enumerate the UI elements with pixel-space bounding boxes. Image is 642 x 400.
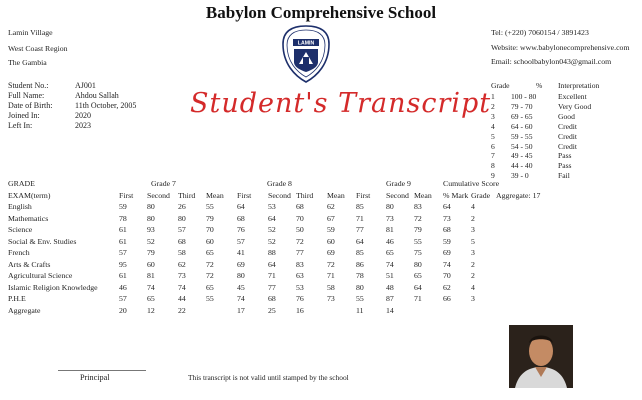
- school-name: Babylon Comprehensive School: [205, 3, 437, 22]
- score-cell: 65: [147, 294, 155, 304]
- score-cell: 79: [206, 213, 214, 223]
- score-cell: 14: [386, 305, 394, 315]
- term-header: Second: [268, 190, 291, 200]
- grading-cell: 49 - 45: [511, 151, 533, 161]
- score-cell: 64: [268, 259, 276, 269]
- grade7-header: Grade 7: [151, 179, 176, 189]
- score-cell: 55: [206, 202, 214, 212]
- score-cell: 68: [296, 202, 304, 212]
- grading-cell: Credit: [558, 131, 577, 141]
- score-cell: 74: [443, 259, 451, 269]
- subject-name: French: [8, 248, 30, 258]
- score-cell: 85: [356, 202, 364, 212]
- score-cell: 5: [471, 236, 475, 246]
- score-cell: 52: [147, 236, 155, 246]
- grading-cell: 59 - 55: [511, 131, 533, 141]
- address-line: The Gambia: [8, 58, 47, 67]
- empty-cell: [471, 305, 496, 317]
- score-cell: 68: [178, 236, 186, 246]
- score-cell: 48: [386, 282, 394, 292]
- grading-cell: 3: [491, 111, 495, 121]
- score-cell: 76: [296, 294, 304, 304]
- score-cell: 57: [119, 248, 127, 258]
- logo-text: LAMIN: [297, 40, 315, 47]
- score-cell: 55: [356, 294, 364, 304]
- dob-label: Date of Birth:: [8, 101, 53, 110]
- subject-name: P.H.E: [8, 294, 26, 304]
- score-cell: 72: [327, 259, 335, 269]
- score-cell: 16: [296, 305, 304, 315]
- grading-header: Interpretation: [558, 81, 600, 90]
- score-cell: 80: [237, 271, 245, 281]
- score-cell: 64: [356, 236, 364, 246]
- score-cell: 52: [268, 225, 276, 235]
- score-cell: 68: [237, 213, 245, 223]
- subject-row: [8, 236, 556, 248]
- score-cell: 64: [414, 282, 422, 292]
- score-cell: 25: [268, 305, 276, 315]
- cumulative-header: Cumulative Score: [443, 179, 500, 189]
- score-cell: 53: [296, 282, 304, 292]
- score-cell: 73: [327, 294, 335, 304]
- grading-cell: 8: [491, 161, 495, 171]
- score-cell: 93: [147, 225, 155, 235]
- score-cell: 74: [178, 282, 186, 292]
- score-cell: 50: [296, 225, 304, 235]
- grading-header: Grade: [491, 81, 510, 90]
- subject-name: Science: [8, 225, 33, 235]
- score-cell: 69: [237, 259, 245, 269]
- score-cell: 57: [237, 236, 245, 246]
- subject-row: [8, 224, 556, 236]
- grading-cell: 44 - 40: [511, 161, 533, 171]
- score-cell: 60: [327, 236, 335, 246]
- validity-note: This transcript is not valid until stamped by the school: [188, 373, 349, 382]
- contact-phone: Tel: (+220) 7060154 / 3891423: [491, 28, 589, 37]
- grading-cell: Fail: [558, 171, 570, 181]
- empty-cell: [496, 293, 556, 305]
- grade-label: GRADE: [8, 179, 35, 189]
- document-title: Student's Transcript: [190, 88, 492, 119]
- score-cell: 46: [119, 282, 127, 292]
- empty-cell: [496, 224, 556, 236]
- empty-cell: [496, 201, 556, 213]
- subject-name: Aggregate: [8, 305, 41, 315]
- grade9-header: Grade 9: [386, 179, 411, 189]
- subject-name: Arts & Crafts: [8, 259, 51, 269]
- score-cell: 65: [414, 271, 422, 281]
- full-name-value: Ahdou Sallah: [75, 91, 119, 100]
- score-cell: 77: [356, 225, 364, 235]
- score-cell: 3: [471, 294, 475, 304]
- grading-cell: 100 - 80: [511, 92, 537, 101]
- term-header: Mean: [414, 190, 432, 200]
- address-line: West Coast Region: [8, 44, 68, 53]
- score-cell: 55: [206, 294, 214, 304]
- score-cell: 74: [237, 294, 245, 304]
- score-cell: 74: [147, 282, 155, 292]
- results-table: [8, 178, 556, 316]
- term-header: Mean: [327, 190, 345, 200]
- subject-row: [8, 293, 556, 305]
- score-cell: 64: [237, 202, 245, 212]
- score-cell: 70: [206, 225, 214, 235]
- term-header: % Mark: [443, 190, 469, 200]
- score-cell: 22: [178, 305, 186, 315]
- address-line: Lamin Village: [8, 28, 53, 37]
- grading-header: %: [536, 81, 543, 90]
- score-cell: 80: [356, 282, 364, 292]
- score-cell: 66: [443, 294, 451, 304]
- score-cell: 69: [327, 248, 335, 258]
- signature-line: [58, 370, 146, 371]
- score-cell: 79: [147, 248, 155, 258]
- principal-label: Principal: [80, 373, 110, 382]
- grading-cell: 69 - 65: [511, 111, 533, 121]
- contact-website: Website: www.babylonecomprehensive.com: [491, 43, 630, 52]
- subject-name: Agricultural Science: [8, 271, 73, 281]
- contact-email: Email: schoolbabylon043@gmail.com: [491, 57, 612, 66]
- score-cell: 71: [268, 271, 276, 281]
- score-cell: 80: [414, 259, 422, 269]
- subject-row: [8, 259, 556, 271]
- empty-cell: [496, 259, 556, 271]
- grading-cell: Pass: [558, 151, 572, 161]
- joined-label: Joined In:: [8, 111, 40, 120]
- score-cell: 46: [386, 236, 394, 246]
- subject-row: [8, 201, 556, 213]
- empty-cell: [496, 213, 556, 225]
- score-cell: 65: [206, 248, 214, 258]
- score-cell: 80: [386, 202, 394, 212]
- subject-row: [8, 247, 556, 259]
- score-cell: 2: [471, 271, 475, 281]
- score-cell: 86: [356, 259, 364, 269]
- score-cell: 68: [268, 294, 276, 304]
- score-cell: 3: [471, 248, 475, 258]
- score-cell: 4: [471, 202, 475, 212]
- grading-cell: Very Good: [558, 101, 592, 111]
- score-cell: 52: [268, 236, 276, 246]
- score-cell: 67: [327, 213, 335, 223]
- score-cell: 78: [356, 271, 364, 281]
- score-cell: 17: [237, 305, 245, 315]
- score-cell: 58: [327, 282, 335, 292]
- empty-cell: [443, 305, 471, 317]
- full-name-label: Full Name:: [8, 91, 45, 100]
- score-cell: 88: [268, 248, 276, 258]
- score-cell: 64: [268, 213, 276, 223]
- subject-name: Social & Env. Studies: [8, 236, 77, 246]
- empty-cell: [496, 247, 556, 259]
- score-cell: 78: [119, 213, 127, 223]
- score-cell: 85: [356, 248, 364, 258]
- score-cell: 3: [471, 225, 475, 235]
- grading-cell: 1: [491, 92, 495, 101]
- score-cell: 41: [237, 248, 245, 258]
- score-cell: 69: [443, 248, 451, 258]
- empty-cell: [327, 305, 356, 317]
- score-cell: 2: [471, 213, 475, 223]
- score-cell: 55: [414, 236, 422, 246]
- grading-cell: 6: [491, 141, 495, 151]
- term-header: First: [119, 190, 134, 200]
- student-no-value: AJ001: [75, 81, 96, 90]
- subject-name: Mathematics: [8, 213, 49, 223]
- grading-cell: 5: [491, 131, 495, 141]
- score-cell: 83: [296, 259, 304, 269]
- score-cell: 44: [178, 294, 186, 304]
- term-header: Aggregate: 17: [496, 190, 541, 200]
- score-cell: 79: [414, 225, 422, 235]
- score-cell: 80: [178, 213, 186, 223]
- term-header: Second: [386, 190, 409, 200]
- joined-value: 2020: [75, 111, 91, 120]
- score-cell: 68: [443, 225, 451, 235]
- score-cell: 59: [327, 225, 335, 235]
- subject-row: [8, 270, 556, 282]
- grading-cell: Credit: [558, 121, 577, 131]
- grading-cell: 7: [491, 151, 495, 161]
- score-cell: 26: [178, 202, 186, 212]
- student-no-label: Student No.:: [8, 81, 49, 90]
- score-cell: 65: [386, 248, 394, 258]
- score-cell: 11: [356, 305, 364, 315]
- score-cell: 62: [443, 282, 451, 292]
- score-cell: 60: [147, 259, 155, 269]
- score-cell: 71: [356, 213, 364, 223]
- score-cell: 75: [414, 248, 422, 258]
- term-header: Grade: [471, 190, 491, 200]
- grading-cell: 79 - 70: [511, 101, 533, 111]
- score-cell: 72: [414, 213, 422, 223]
- score-cell: 57: [178, 225, 186, 235]
- empty-cell: [496, 282, 556, 294]
- score-cell: 45: [237, 282, 245, 292]
- score-cell: 65: [206, 282, 214, 292]
- score-cell: 4: [471, 282, 475, 292]
- subject-row: [8, 213, 556, 225]
- score-cell: 2: [471, 259, 475, 269]
- score-cell: 59: [119, 202, 127, 212]
- score-cell: 95: [119, 259, 127, 269]
- term-header: Third: [296, 190, 314, 200]
- term-header-row: [8, 190, 556, 202]
- grading-cell: 54 - 50: [511, 141, 533, 151]
- score-cell: 61: [119, 271, 127, 281]
- score-cell: 72: [296, 236, 304, 246]
- score-cell: 80: [147, 202, 155, 212]
- empty-cell: [496, 236, 556, 248]
- score-cell: 63: [296, 271, 304, 281]
- score-cell: 70: [296, 213, 304, 223]
- score-cell: 76: [237, 225, 245, 235]
- grading-cell: Good: [558, 111, 575, 121]
- score-cell: 81: [147, 271, 155, 281]
- term-header: Second: [147, 190, 170, 200]
- left-value: 2023: [75, 121, 91, 130]
- score-cell: 71: [327, 271, 335, 281]
- grading-cell: 4: [491, 121, 495, 131]
- left-label: Left In:: [8, 121, 33, 130]
- score-cell: 53: [268, 202, 276, 212]
- score-cell: 72: [206, 259, 214, 269]
- subject-name: English: [8, 202, 32, 212]
- grading-cell: Pass: [558, 161, 572, 171]
- score-cell: 51: [386, 271, 394, 281]
- empty-cell: [414, 305, 443, 317]
- score-cell: 73: [386, 213, 394, 223]
- year-header-row: [8, 178, 556, 190]
- subject-name: Islamic Religion Knowledge: [8, 282, 98, 292]
- score-cell: 61: [119, 236, 127, 246]
- grading-cell: 2: [491, 101, 495, 111]
- score-cell: 64: [443, 202, 451, 212]
- score-cell: 73: [443, 213, 451, 223]
- school-logo: [281, 24, 331, 84]
- score-cell: 70: [443, 271, 451, 281]
- score-cell: 60: [206, 236, 214, 246]
- score-cell: 73: [178, 271, 186, 281]
- grade8-header: Grade 8: [267, 179, 292, 189]
- score-cell: 58: [178, 248, 186, 258]
- grading-cell: Credit: [558, 141, 577, 151]
- score-cell: 12: [147, 305, 155, 315]
- grading-cell: 9: [491, 171, 495, 181]
- term-header: First: [237, 190, 252, 200]
- score-cell: 77: [296, 248, 304, 258]
- score-cell: 62: [327, 202, 335, 212]
- score-cell: 83: [414, 202, 422, 212]
- score-cell: 61: [119, 225, 127, 235]
- score-cell: 71: [414, 294, 422, 304]
- subject-row: [8, 305, 556, 317]
- empty-cell: [496, 305, 556, 317]
- student-photo: [509, 325, 573, 388]
- grading-cell: 64 - 60: [511, 121, 533, 131]
- subject-row: [8, 282, 556, 294]
- score-cell: 72: [206, 271, 214, 281]
- empty-cell: [206, 305, 237, 317]
- grading-cell: Excellent: [558, 92, 587, 101]
- exam-label: EXAM(term): [8, 190, 51, 200]
- term-header: Mean: [206, 190, 224, 200]
- term-header: First: [356, 190, 371, 200]
- score-cell: 57: [119, 294, 127, 304]
- score-cell: 74: [386, 259, 394, 269]
- score-cell: 81: [386, 225, 394, 235]
- score-cell: 87: [386, 294, 394, 304]
- score-cell: 62: [178, 259, 186, 269]
- score-cell: 80: [147, 213, 155, 223]
- grading-cell: 39 - 0: [511, 171, 529, 181]
- score-cell: 20: [119, 305, 127, 315]
- score-cell: 59: [443, 236, 451, 246]
- dob-value: 11th October, 2005: [75, 101, 137, 110]
- empty-cell: [496, 270, 556, 282]
- score-cell: 77: [268, 282, 276, 292]
- term-header: Third: [178, 190, 196, 200]
